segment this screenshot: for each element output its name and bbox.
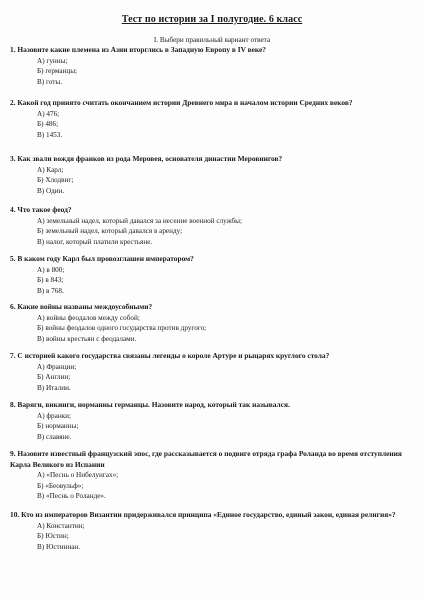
option-b: Б) земельный надел, который давался в аренду; (37, 227, 183, 235)
question-text: 7. С историей какого государства связаны легенды о короле Артуре и рыцарях круглого стола? (10, 351, 330, 360)
option-c: В) Один. (37, 186, 65, 195)
option-b: Б) норманны; (37, 422, 79, 430)
option-b: Б) 486; (37, 120, 59, 128)
option-a: А) франки; (37, 411, 72, 420)
question-text: 2. Какой год принято считать окончанием истории Древнего мира и началом истории Средних веков? (10, 98, 353, 107)
option-a: А) гунны; (37, 56, 68, 65)
question-9 (10, 449, 415, 502)
question-text: 1. Назовите какие племена из Азии вторглись в Западную Европу в IV веке? (10, 45, 266, 54)
question-text: 6. Какие войны названы междоусобными? (10, 302, 153, 311)
question-text: 5. В каком году Карл был провозглашен императором? (10, 254, 194, 263)
option-b: Б) Хлодвиг; (37, 176, 74, 184)
question-10 (10, 510, 415, 552)
option-b: Б) войны феодалов одного государства против другого; (37, 324, 207, 332)
question-text: 4. Что такое феод? (10, 205, 72, 214)
question-7 (10, 351, 415, 393)
question-text: 9. Назовите известный французский эпос, где рассказывается о подвиге отряда графа Роланда во время отступления Карла Великого из Испании (10, 449, 402, 469)
option-a: А) 476; (37, 109, 60, 118)
option-a: А) земельный надел, который давался за несение военной службы; (37, 216, 242, 225)
question-2 (10, 98, 415, 140)
question-8 (10, 400, 415, 442)
option-b: Б) германцы; (37, 67, 78, 75)
instruction-text: I. Выбери правильный вариант ответа (153, 36, 271, 44)
option-c: В) Юстиниан. (37, 542, 81, 551)
option-a: А) «Песнь о Нибелунгах»; (37, 471, 119, 479)
option-c: В) войны крестьян с феодалами. (37, 334, 137, 343)
question-4 (10, 205, 415, 247)
document-title: Тест по истории за I полугодие. 6 класс (121, 14, 303, 25)
option-a: А) войны феодалов между собой; (37, 313, 140, 322)
option-c: В) налог, который платили крестьяне. (37, 237, 153, 246)
option-b: Б) Англии; (37, 373, 71, 381)
question-text: 3. Как звали вождя франков из рода Меровея, основателя династии Меровингов? (10, 154, 283, 163)
option-a: А) Константин; (37, 521, 85, 530)
option-c: В) славяне. (37, 432, 72, 441)
question-text: 10. Кто из императоров Византии придерживался принципа «Единое государство, единый закон, единая религия»? (10, 510, 396, 519)
option-a: А) Франции; (37, 362, 77, 371)
option-a: А) в 800; (37, 265, 65, 274)
question-5 (10, 254, 415, 296)
option-c: В) «Песнь о Роланде». (37, 492, 106, 500)
option-c: В) в 768. (37, 286, 64, 295)
option-c: В) 1453. (37, 130, 63, 139)
option-a: А) Карл; (37, 165, 64, 174)
option-b: Б) «Беовульф»; (37, 481, 84, 490)
question-6 (10, 302, 415, 344)
question-text: 8. Варяги, викинги, норманны германцы. Назовите народ, который так назывался. (10, 400, 290, 409)
option-c: В) готы. (37, 77, 63, 86)
option-b: Б) Юстин; (37, 532, 69, 540)
question-3 (10, 154, 415, 196)
question-1 (10, 45, 415, 87)
option-b: Б) в 843; (37, 276, 64, 284)
option-c: В) Италии. (37, 383, 71, 392)
